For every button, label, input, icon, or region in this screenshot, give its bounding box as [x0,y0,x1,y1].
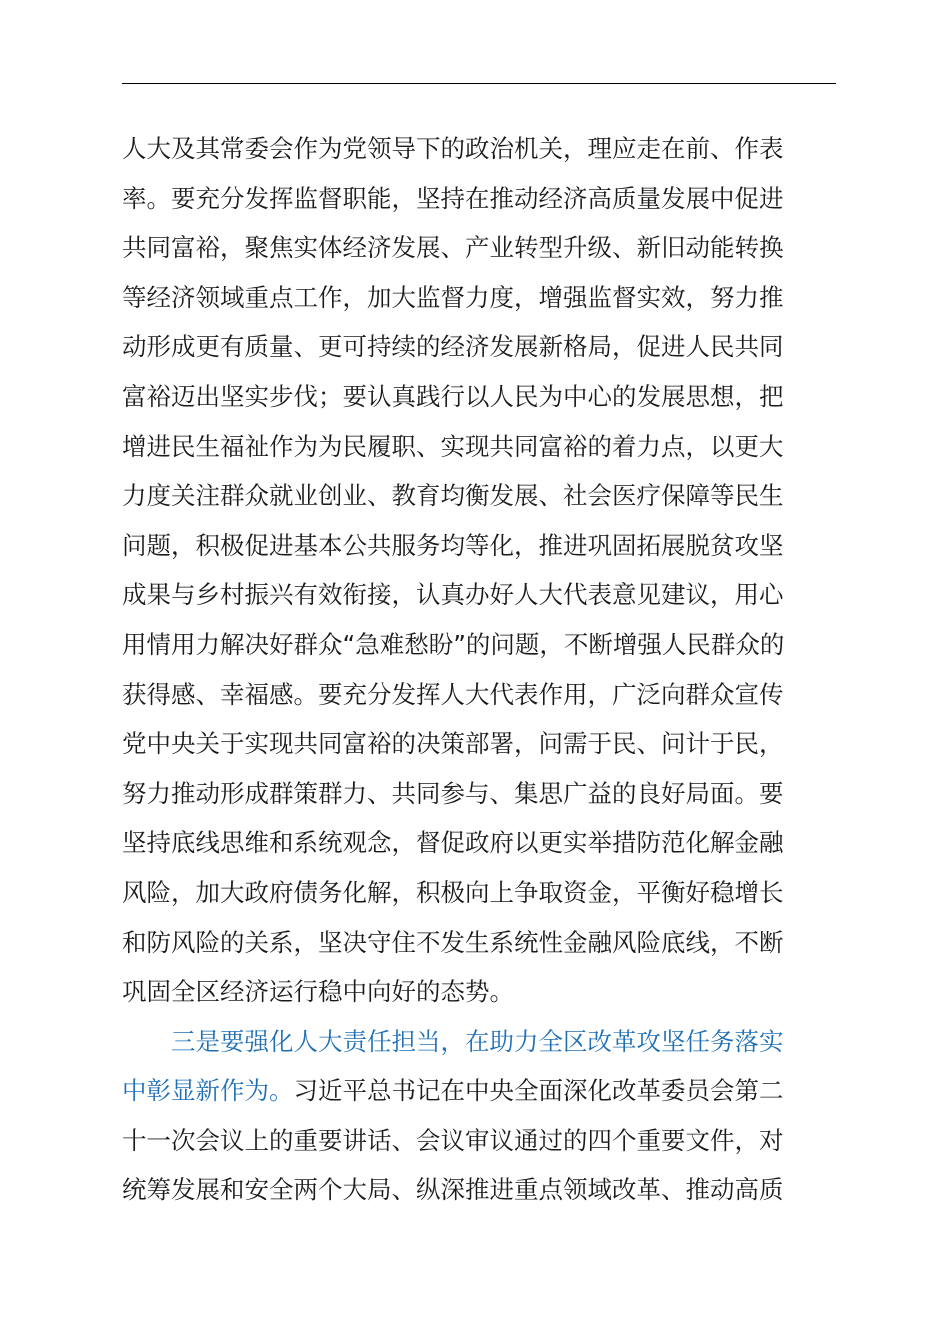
text-line: 动形成更有质量、更可持续的经济发展新格局，促进人民共同 [122,332,784,362]
section-heading-line [122,1066,842,1116]
section-heading-text: 三是要强化人大责任担当，在助力全区改革攻坚任务落实 [171,1026,784,1056]
text-line: 用情用力解决好群众“急难愁盼”的问题，不断增强人民群众的 [122,629,785,659]
section-heading-line [122,1017,842,1067]
text-line: 统筹发展和安全两个大局、纵深推进重点领域改革、推动高质 [122,1175,784,1205]
text-line: 巩固全区经济运行稳中向好的态势。 [122,977,514,1007]
text-line: 十一次会议上的重要讲话、会议审议通过的四个重要文件，对 [122,1125,784,1155]
text-line: 和防风险的关系，坚决守住不发生系统性金融风险底线，不断 [122,927,784,957]
text-line: 人大及其常委会作为党领导下的政治机关，理应走在前、作表 [122,134,784,163]
text-line: 富裕迈出坚实步伐；要认真践行以人民为中心的发展思想，把 [122,381,784,411]
text-line: 增进民生福祉作为为民履职、实现共同富裕的着力点，以更大 [122,431,784,461]
text-line: 共同富裕，聚焦实体经济发展、产业转型升级、新旧动能转换 [122,233,784,263]
text-line: 率。要充分发挥监督职能，坚持在推动经济高质量发展中促进 [122,183,784,213]
text-line: 问题，积极促进基本公共服务均等化，推进巩固拓展脱贫攻坚 [122,530,784,560]
text-line: 努力推动形成群策群力、共同参与、集思广益的良好局面。要 [122,778,784,808]
text-span: 习近平总书记在中央全面深化改革委员会第二 [293,1076,784,1106]
text-line: 成果与乡村振兴有效衔接，认真办好人大代表意见建议，用心 [122,580,784,610]
section-heading-text: 中彰显新作为。 [122,1076,294,1106]
header-rule [122,83,836,84]
body-text [122,124,842,1215]
text-line: 获得感、幸福感。要充分发挥人大代表作用，广泛向群众宣传 [122,679,784,709]
text-line: 力度关注群众就业创业、教育均衡发展、社会医疗保障等民生 [122,481,784,511]
text-line: 风险，加大政府债务化解，积极向上争取资金，平衡好稳增长 [122,877,784,907]
text-line: 坚持底线思维和系统观念，督促政府以更实举措防范化解金融 [122,828,784,858]
text-line: 等经济领域重点工作，加大监督力度，增强监督实效，努力推 [122,282,784,312]
text-line: 党中央关于实现共同富裕的决策部署，问需于民、问计于民， [122,729,784,759]
